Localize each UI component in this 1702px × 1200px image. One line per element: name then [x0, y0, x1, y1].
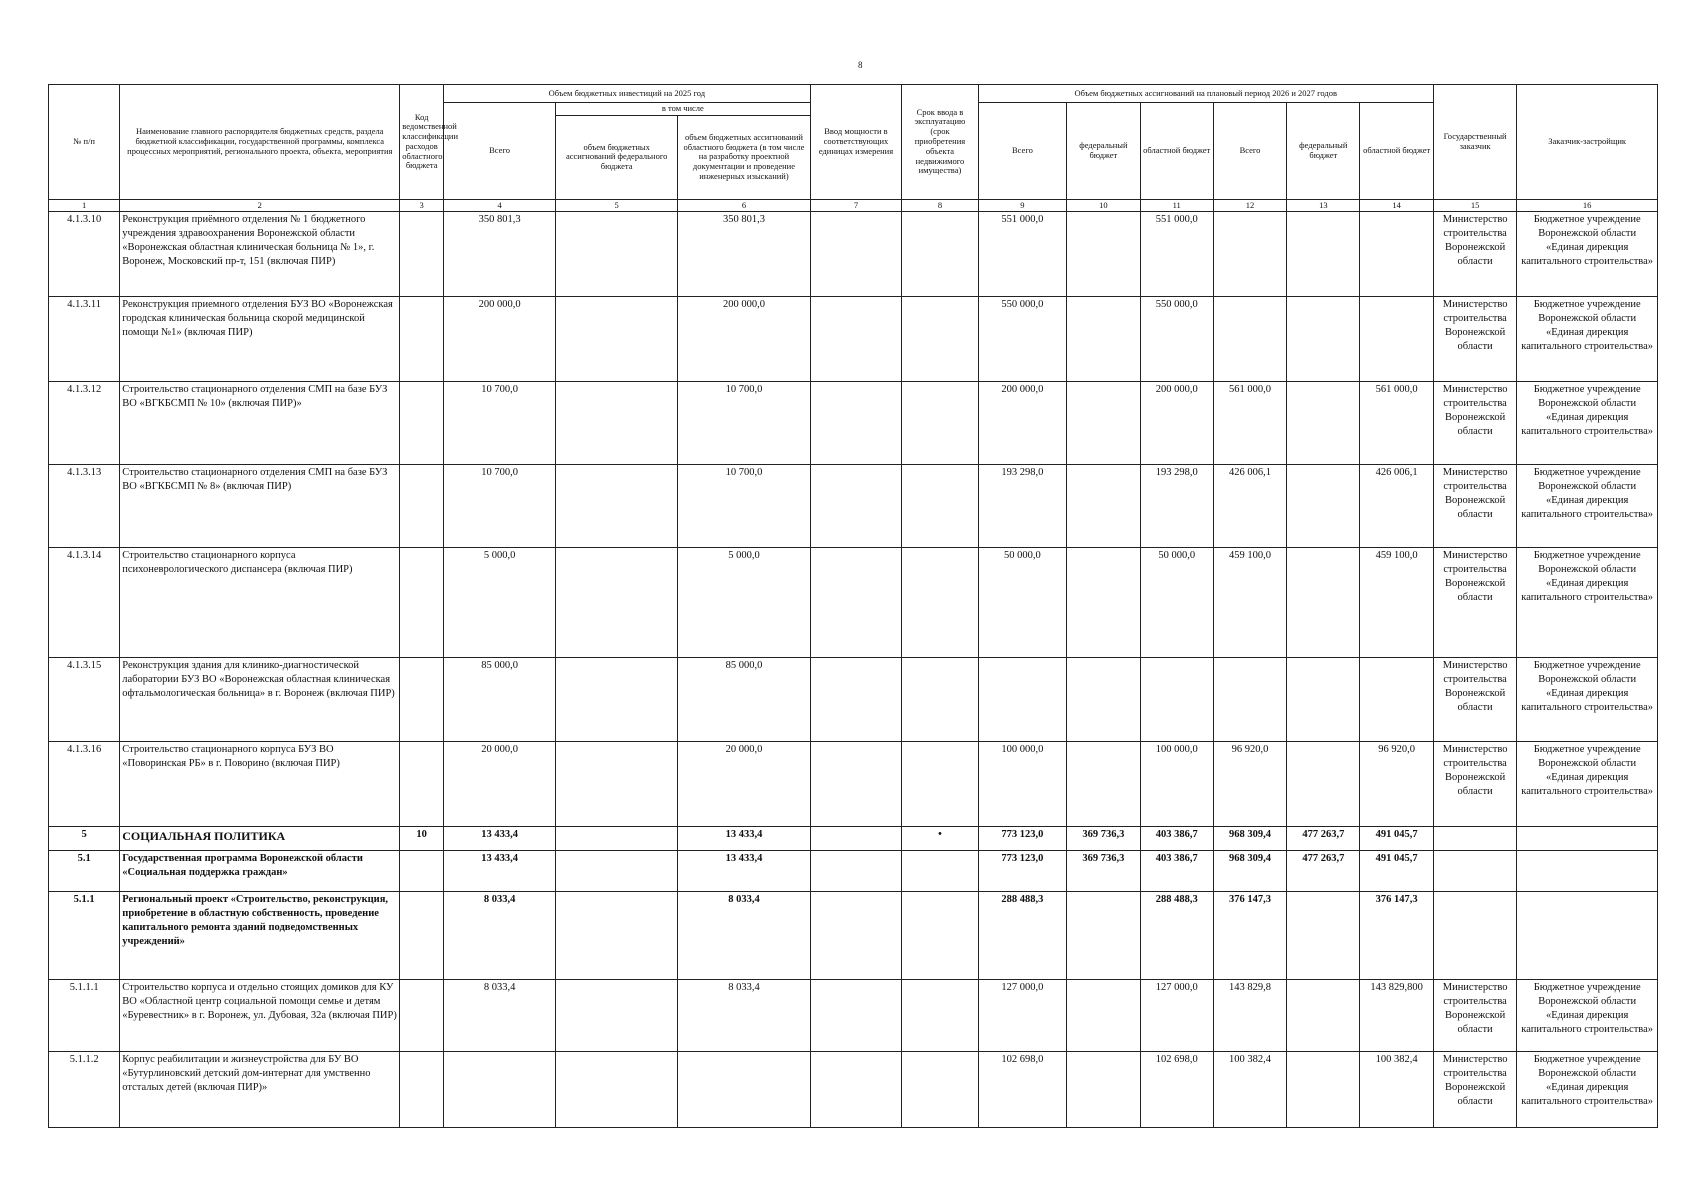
table-row	[49, 657, 1658, 741]
item-code-cell	[400, 891, 444, 979]
total-2027-cell: 96 920,0	[1213, 741, 1286, 826]
regional-2025-cell: 13 433,4	[678, 826, 810, 850]
total-2027-cell: 100 382,4	[1213, 1051, 1286, 1127]
developer-cell	[1517, 826, 1658, 850]
header-developer: Заказчик-застройщик	[1517, 85, 1658, 200]
row-number-cell: 4.1.3.10	[49, 211, 120, 296]
state-customer-cell: Министерство строительства Воронежской области	[1433, 464, 1517, 547]
regional-2027-cell: 491 045,7	[1360, 850, 1433, 891]
table-row	[49, 891, 1658, 979]
federal-2026-cell	[1067, 464, 1140, 547]
federal-2026-cell	[1067, 296, 1140, 381]
item-name-cell: Строительство стационарного отделения СМП на базе БУЗ ВО «ВГКБСМП № 10» (включая ПИР)»	[120, 381, 400, 464]
capacity-cell	[810, 850, 902, 891]
federal-2025-cell	[556, 826, 678, 850]
state-customer-cell	[1433, 850, 1517, 891]
deadline-cell	[902, 657, 978, 741]
federal-2027-cell	[1287, 381, 1360, 464]
regional-2025-cell: 8 033,4	[678, 891, 810, 979]
state-customer-cell: Министерство строительства Воронежской области	[1433, 741, 1517, 826]
total-2025-cell: 10 700,0	[444, 464, 556, 547]
total-2025-cell: 8 033,4	[444, 979, 556, 1051]
regional-2026-cell	[1140, 657, 1213, 741]
state-customer-cell: Министерство строительства Воронежской области	[1433, 657, 1517, 741]
federal-2026-cell	[1067, 657, 1140, 741]
total-2026-cell: 100 000,0	[978, 741, 1067, 826]
federal-2027-cell	[1287, 211, 1360, 296]
item-code-cell	[400, 547, 444, 657]
header-federal-assignments: объем бюджетных ассигнований федерального бюджета	[556, 115, 678, 199]
regional-2027-cell: 491 045,7	[1360, 826, 1433, 850]
state-customer-cell: Министерство строительства Воронежской области	[1433, 296, 1517, 381]
row-number-cell: 5.1.1.1	[49, 979, 120, 1051]
total-2025-cell: 85 000,0	[444, 657, 556, 741]
total-2027-cell: 426 006,1	[1213, 464, 1286, 547]
table-header	[49, 85, 1658, 200]
developer-cell: Бюджетное учреждение Воронежской области «Единая дирекция капитального строительства»	[1517, 211, 1658, 296]
item-name-cell: Государственная программа Воронежской области «Социальная поддержка граждан»	[120, 850, 400, 891]
developer-cell: Бюджетное учреждение Воронежской области «Единая дирекция капитального строительства»	[1517, 657, 1658, 741]
federal-2027-cell: 477 263,7	[1287, 850, 1360, 891]
state-customer-cell	[1433, 826, 1517, 850]
federal-2025-cell	[556, 850, 678, 891]
total-2025-cell: 13 433,4	[444, 826, 556, 850]
item-name-cell: Строительство стационарного отделения СМП на базе БУЗ ВО «ВГКБСМП № 8» (включая ПИР)	[120, 464, 400, 547]
regional-2026-cell: 403 386,7	[1140, 826, 1213, 850]
developer-cell: Бюджетное учреждение Воронежской области «Единая дирекция капитального строительства»	[1517, 464, 1658, 547]
column-number: 2	[120, 199, 400, 211]
header-2025-total: Всего	[444, 103, 556, 200]
federal-2026-cell	[1067, 211, 1140, 296]
state-customer-cell: Министерство строительства Воронежской области	[1433, 381, 1517, 464]
deadline-cell	[902, 741, 978, 826]
federal-2026-cell	[1067, 891, 1140, 979]
column-number: 5	[556, 199, 678, 211]
item-name-cell: Региональный проект «Строительство, реконструкция, приобретение в областную собственность, проведение капитального ремонта зданий подведомственных учреждений»	[120, 891, 400, 979]
federal-2026-cell: 369 736,3	[1067, 850, 1140, 891]
total-2027-cell	[1213, 211, 1286, 296]
header-regional-assignments: объем бюджетных ассигнований областного бюджета (в том числе на разработку проектной документации и проведение инженерных изысканий)	[678, 115, 810, 199]
total-2025-cell: 8 033,4	[444, 891, 556, 979]
item-name-cell: СОЦИАЛЬНАЯ ПОЛИТИКА	[120, 826, 400, 850]
regional-2026-cell: 550 000,0	[1140, 296, 1213, 381]
row-number-cell: 4.1.3.15	[49, 657, 120, 741]
table-row	[49, 211, 1658, 296]
item-name-cell: Реконструкция приёмного отделения № 1 бюджетного учреждения здравоохранения Воронежской области «Воронежская областная клиническая больница № 1», г. Воронеж, Московский пр-т, 151 (включая ПИР)	[120, 211, 400, 296]
deadline-cell	[902, 891, 978, 979]
federal-2025-cell	[556, 547, 678, 657]
federal-2025-cell	[556, 891, 678, 979]
capacity-cell	[810, 381, 902, 464]
header-planned-period: Объем бюджетных ассигнований на плановый период 2026 и 2027 годов	[978, 85, 1433, 103]
capacity-cell	[810, 1051, 902, 1127]
item-name-cell: Строительство стационарного корпуса БУЗ ВО «Поворинская РБ» в г. Поворино (включая ПИР)	[120, 741, 400, 826]
row-number-cell: 4.1.3.11	[49, 296, 120, 381]
deadline-cell	[902, 1051, 978, 1127]
table-row	[49, 547, 1658, 657]
table-row	[49, 381, 1658, 464]
column-number: 15	[1433, 199, 1517, 211]
deadline-cell	[902, 381, 978, 464]
item-code-cell	[400, 850, 444, 891]
capacity-cell	[810, 547, 902, 657]
item-name-cell: Строительство стационарного корпуса психоневрологического диспансера (включая ПИР)	[120, 547, 400, 657]
table-row	[49, 979, 1658, 1051]
developer-cell: Бюджетное учреждение Воронежской области «Единая дирекция капитального строительства»	[1517, 381, 1658, 464]
column-number: 7	[810, 199, 902, 211]
column-number: 11	[1140, 199, 1213, 211]
column-numbers-row	[49, 199, 1658, 211]
deadline-cell	[902, 296, 978, 381]
federal-2025-cell	[556, 381, 678, 464]
capacity-cell	[810, 979, 902, 1051]
federal-2026-cell	[1067, 741, 1140, 826]
budget-table	[48, 84, 1658, 1128]
regional-2027-cell: 426 006,1	[1360, 464, 1433, 547]
row-number-cell: 5.1	[49, 850, 120, 891]
developer-cell: Бюджетное учреждение Воронежской области «Единая дирекция капитального строительства»	[1517, 296, 1658, 381]
capacity-cell	[810, 296, 902, 381]
developer-cell	[1517, 891, 1658, 979]
table-row	[49, 741, 1658, 826]
row-number-cell: 4.1.3.13	[49, 464, 120, 547]
deadline-cell: •	[902, 826, 978, 850]
item-code-cell	[400, 381, 444, 464]
state-customer-cell	[1433, 891, 1517, 979]
item-code-cell	[400, 979, 444, 1051]
regional-2025-cell: 13 433,4	[678, 850, 810, 891]
header-2027-total: Всего	[1213, 103, 1286, 200]
total-2026-cell: 773 123,0	[978, 826, 1067, 850]
header-2027-regional: областной бюджет	[1360, 103, 1433, 200]
total-2025-cell: 5 000,0	[444, 547, 556, 657]
capacity-cell	[810, 211, 902, 296]
header-2026-federal: федеральный бюджет	[1067, 103, 1140, 200]
header-2027-federal: федеральный бюджет	[1287, 103, 1360, 200]
federal-2027-cell	[1287, 741, 1360, 826]
total-2026-cell: 50 000,0	[978, 547, 1067, 657]
federal-2025-cell	[556, 464, 678, 547]
developer-cell: Бюджетное учреждение Воронежской области «Единая дирекция капитального строительства»	[1517, 1051, 1658, 1127]
total-2026-cell: 193 298,0	[978, 464, 1067, 547]
total-2027-cell: 143 829,8	[1213, 979, 1286, 1051]
total-2027-cell: 968 309,4	[1213, 826, 1286, 850]
item-code-cell	[400, 296, 444, 381]
header-code: Код ведомственной классификации расходов областного бюджета	[400, 85, 444, 200]
federal-2027-cell	[1287, 979, 1360, 1051]
column-number: 6	[678, 199, 810, 211]
column-number: 9	[978, 199, 1067, 211]
column-number: 14	[1360, 199, 1433, 211]
item-name-cell: Реконструкция здания для клинико-диагностической лаборатории БУЗ ВО «Воронежская областная клиническая офтальмологическая больница» в г. Воронеж (включая ПИР)	[120, 657, 400, 741]
capacity-cell	[810, 657, 902, 741]
table-row	[49, 826, 1658, 850]
deadline-cell	[902, 464, 978, 547]
regional-2026-cell: 127 000,0	[1140, 979, 1213, 1051]
header-including: в том числе	[556, 103, 811, 116]
total-2027-cell: 376 147,3	[1213, 891, 1286, 979]
item-code-cell	[400, 741, 444, 826]
total-2026-cell: 127 000,0	[978, 979, 1067, 1051]
regional-2027-cell: 143 829,800	[1360, 979, 1433, 1051]
item-name-cell: Реконструкция приемного отделения БУЗ ВО «Воронежская городская клиническая больница скорой медицинской помощи №1» (включая ПИР)	[120, 296, 400, 381]
regional-2026-cell: 100 000,0	[1140, 741, 1213, 826]
table-row	[49, 296, 1658, 381]
capacity-cell	[810, 741, 902, 826]
header-number: № п/п	[49, 85, 120, 200]
total-2025-cell: 20 000,0	[444, 741, 556, 826]
item-code-cell	[400, 657, 444, 741]
regional-2027-cell	[1360, 657, 1433, 741]
header-2026-total: Всего	[978, 103, 1067, 200]
total-2027-cell	[1213, 657, 1286, 741]
regional-2026-cell: 102 698,0	[1140, 1051, 1213, 1127]
total-2026-cell: 551 000,0	[978, 211, 1067, 296]
row-number-cell: 4.1.3.12	[49, 381, 120, 464]
regional-2025-cell: 10 700,0	[678, 464, 810, 547]
total-2027-cell	[1213, 296, 1286, 381]
column-number: 12	[1213, 199, 1286, 211]
header-customer: Государственный заказчик	[1433, 85, 1517, 200]
federal-2026-cell	[1067, 381, 1140, 464]
item-code-cell: 10	[400, 826, 444, 850]
regional-2026-cell: 200 000,0	[1140, 381, 1213, 464]
state-customer-cell: Министерство строительства Воронежской области	[1433, 211, 1517, 296]
row-number-cell: 5.1.1	[49, 891, 120, 979]
federal-2025-cell	[556, 657, 678, 741]
total-2027-cell: 561 000,0	[1213, 381, 1286, 464]
deadline-cell	[902, 547, 978, 657]
regional-2025-cell: 20 000,0	[678, 741, 810, 826]
column-number: 1	[49, 199, 120, 211]
regional-2025-cell: 10 700,0	[678, 381, 810, 464]
regional-2025-cell: 85 000,0	[678, 657, 810, 741]
regional-2027-cell: 459 100,0	[1360, 547, 1433, 657]
federal-2025-cell	[556, 211, 678, 296]
header-deadline: Срок ввода в эксплуатацию (срок приобретения объекта недвижимого имущества)	[902, 85, 978, 200]
developer-cell: Бюджетное учреждение Воронежской области «Единая дирекция капитального строительства»	[1517, 547, 1658, 657]
regional-2025-cell: 8 033,4	[678, 979, 810, 1051]
header-name: Наименование главного распорядителя бюджетных средств, раздела бюджетной классификации, государственной программы, комплекса процессных мероприятий, регионального проекта, объекта, мероприятия	[120, 85, 400, 200]
regional-2025-cell: 200 000,0	[678, 296, 810, 381]
federal-2025-cell	[556, 979, 678, 1051]
federal-2027-cell: 477 263,7	[1287, 826, 1360, 850]
column-number: 13	[1287, 199, 1360, 211]
item-name-cell: Корпус реабилитации и жизнеустройства для БУ ВО «Бутурлиновский детский дом-интернат для умственно отсталых детей (включая ПИР)»	[120, 1051, 400, 1127]
total-2026-cell: 550 000,0	[978, 296, 1067, 381]
total-2025-cell: 10 700,0	[444, 381, 556, 464]
item-code-cell	[400, 464, 444, 547]
federal-2027-cell	[1287, 547, 1360, 657]
total-2025-cell: 350 801,3	[444, 211, 556, 296]
federal-2026-cell	[1067, 979, 1140, 1051]
total-2026-cell	[978, 657, 1067, 741]
regional-2026-cell: 403 386,7	[1140, 850, 1213, 891]
header-capacity: Ввод мощности в соответствующих единицах измерения	[810, 85, 902, 200]
federal-2026-cell: 369 736,3	[1067, 826, 1140, 850]
regional-2025-cell: 350 801,3	[678, 211, 810, 296]
total-2026-cell: 200 000,0	[978, 381, 1067, 464]
total-2025-cell: 200 000,0	[444, 296, 556, 381]
table-body	[49, 199, 1658, 1127]
total-2025-cell: 13 433,4	[444, 850, 556, 891]
regional-2025-cell	[678, 1051, 810, 1127]
regional-2025-cell: 5 000,0	[678, 547, 810, 657]
row-number-cell: 4.1.3.14	[49, 547, 120, 657]
regional-2027-cell	[1360, 211, 1433, 296]
row-number-cell: 4.1.3.16	[49, 741, 120, 826]
state-customer-cell: Министерство строительства Воронежской области	[1433, 979, 1517, 1051]
federal-2027-cell	[1287, 464, 1360, 547]
regional-2027-cell: 561 000,0	[1360, 381, 1433, 464]
regional-2027-cell: 100 382,4	[1360, 1051, 1433, 1127]
capacity-cell	[810, 826, 902, 850]
federal-2026-cell	[1067, 1051, 1140, 1127]
regional-2026-cell: 288 488,3	[1140, 891, 1213, 979]
regional-2026-cell: 193 298,0	[1140, 464, 1213, 547]
deadline-cell	[902, 979, 978, 1051]
deadline-cell	[902, 850, 978, 891]
developer-cell: Бюджетное учреждение Воронежской области «Единая дирекция капитального строительства»	[1517, 741, 1658, 826]
developer-cell	[1517, 850, 1658, 891]
state-customer-cell: Министерство строительства Воронежской области	[1433, 547, 1517, 657]
column-number: 16	[1517, 199, 1658, 211]
item-name-cell: Строительство корпуса и отдельно стоящих домиков для КУ ВО «Областной центр социальной помощи семье и детям «Буревестник» в г. Воронеж, ул. Дубовая, 32а (включая ПИР)	[120, 979, 400, 1051]
federal-2025-cell	[556, 1051, 678, 1127]
header-2026-regional: областной бюджет	[1140, 103, 1213, 200]
total-2026-cell: 288 488,3	[978, 891, 1067, 979]
row-number-cell: 5.1.1.2	[49, 1051, 120, 1127]
regional-2026-cell: 50 000,0	[1140, 547, 1213, 657]
row-number-cell: 5	[49, 826, 120, 850]
item-code-cell	[400, 1051, 444, 1127]
column-number: 8	[902, 199, 978, 211]
page-number: 8	[858, 60, 863, 70]
deadline-cell	[902, 211, 978, 296]
federal-2027-cell	[1287, 657, 1360, 741]
table-row	[49, 464, 1658, 547]
item-code-cell	[400, 211, 444, 296]
federal-2025-cell	[556, 296, 678, 381]
regional-2026-cell: 551 000,0	[1140, 211, 1213, 296]
total-2026-cell: 102 698,0	[978, 1051, 1067, 1127]
federal-2027-cell	[1287, 296, 1360, 381]
column-number: 3	[400, 199, 444, 211]
column-number: 4	[444, 199, 556, 211]
federal-2027-cell	[1287, 1051, 1360, 1127]
capacity-cell	[810, 891, 902, 979]
federal-2027-cell	[1287, 891, 1360, 979]
total-2027-cell: 968 309,4	[1213, 850, 1286, 891]
developer-cell: Бюджетное учреждение Воронежской области «Единая дирекция капитального строительства»	[1517, 979, 1658, 1051]
capacity-cell	[810, 464, 902, 547]
federal-2025-cell	[556, 741, 678, 826]
regional-2027-cell	[1360, 296, 1433, 381]
table-row	[49, 1051, 1658, 1127]
header-investments-2025: Объем бюджетных инвестиций на 2025 год	[444, 85, 811, 103]
table-row	[49, 850, 1658, 891]
regional-2027-cell: 376 147,3	[1360, 891, 1433, 979]
total-2026-cell: 773 123,0	[978, 850, 1067, 891]
federal-2026-cell	[1067, 547, 1140, 657]
total-2027-cell: 459 100,0	[1213, 547, 1286, 657]
total-2025-cell	[444, 1051, 556, 1127]
state-customer-cell: Министерство строительства Воронежской области	[1433, 1051, 1517, 1127]
regional-2027-cell: 96 920,0	[1360, 741, 1433, 826]
column-number: 10	[1067, 199, 1140, 211]
